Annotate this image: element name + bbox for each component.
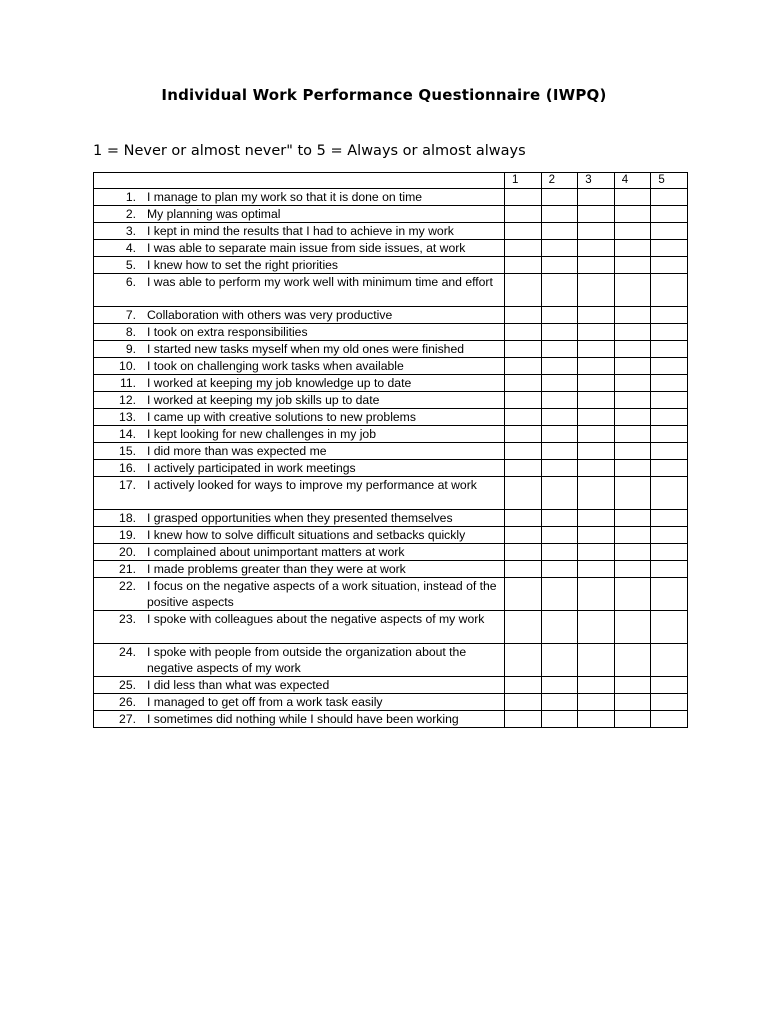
item-number: 12.: [119, 393, 136, 407]
rating-cell-5[interactable]: [651, 409, 688, 426]
rating-cell-5[interactable]: [651, 477, 688, 510]
rating-cell-3[interactable]: [578, 257, 615, 274]
rating-cell-3[interactable]: [578, 694, 615, 711]
rating-cell-3[interactable]: [578, 544, 615, 561]
rating-cell-3[interactable]: [578, 307, 615, 324]
rating-cell-3[interactable]: [578, 274, 615, 307]
table-row: [94, 257, 688, 274]
item-header-cell: [94, 173, 505, 189]
item-cell: [94, 611, 505, 644]
item-cell: [94, 274, 505, 307]
rating-cell-2[interactable]: [541, 477, 578, 510]
rating-cell-5[interactable]: [651, 274, 688, 307]
table-row: [94, 206, 688, 223]
item-cell: [94, 189, 505, 206]
rating-cell-3[interactable]: [578, 677, 615, 694]
item-text: I actively participated in work meetings: [147, 461, 356, 475]
table-row: [94, 443, 688, 460]
rating-cell-4[interactable]: [614, 544, 651, 561]
rating-cell-5[interactable]: [651, 375, 688, 392]
item-number: 2.: [125, 207, 136, 221]
rating-header-4: 4: [614, 173, 651, 189]
table-row: [94, 477, 688, 510]
table-row: [94, 611, 688, 644]
rating-cell-2[interactable]: [541, 460, 578, 477]
item-number: 13.: [119, 410, 136, 424]
table-row: [94, 392, 688, 409]
item-text: I took on extra responsibilities: [147, 325, 308, 339]
rating-cell-2[interactable]: [541, 392, 578, 409]
rating-cell-5[interactable]: [651, 307, 688, 324]
table-row: [94, 644, 688, 677]
table-row: [94, 189, 688, 206]
rating-cell-4[interactable]: [614, 644, 651, 677]
item-number: 8.: [125, 325, 136, 339]
item-text: I grasped opportunities when they presented themselves: [147, 511, 453, 525]
rating-cell-4[interactable]: [614, 189, 651, 206]
item-number: 5.: [125, 258, 136, 272]
item-text: I knew how to solve difficult situations and setbacks quickly: [147, 528, 466, 542]
rating-cell-4[interactable]: [614, 711, 651, 728]
rating-cell-1[interactable]: [505, 341, 542, 358]
rating-cell-3[interactable]: [578, 561, 615, 578]
rating-cell-1[interactable]: [505, 611, 542, 644]
item-text: I started new tasks myself when my old ones were finished: [147, 342, 465, 356]
rating-cell-4[interactable]: [614, 561, 651, 578]
rating-cell-1[interactable]: [505, 544, 542, 561]
item-cell: [94, 644, 505, 677]
item-cell: [94, 392, 505, 409]
table-row: [94, 240, 688, 257]
table-row: [94, 324, 688, 341]
rating-cell-5[interactable]: [651, 578, 688, 611]
rating-cell-4[interactable]: [614, 307, 651, 324]
table-row: [94, 409, 688, 426]
rating-cell-5[interactable]: [651, 189, 688, 206]
item-text: I focus on the negative aspects of a work situation, instead of the positive aspects: [147, 579, 497, 609]
rating-header-1: 1: [505, 173, 542, 189]
rating-cell-1[interactable]: [505, 561, 542, 578]
rating-cell-5[interactable]: [651, 240, 688, 257]
item-text: I worked at keeping my job skills up to date: [147, 393, 380, 407]
rating-cell-5[interactable]: [651, 677, 688, 694]
rating-cell-5[interactable]: [651, 223, 688, 240]
rating-cell-2[interactable]: [541, 409, 578, 426]
rating-cell-4[interactable]: [614, 611, 651, 644]
rating-cell-1[interactable]: [505, 206, 542, 223]
item-number: 22.: [119, 579, 136, 593]
rating-cell-1[interactable]: [505, 460, 542, 477]
rating-cell-2[interactable]: [541, 544, 578, 561]
item-text: I made problems greater than they were at work: [147, 562, 406, 576]
item-number: 20.: [119, 545, 136, 559]
item-cell: [94, 460, 505, 477]
rating-cell-4[interactable]: [614, 206, 651, 223]
table-row: [94, 694, 688, 711]
item-cell: [94, 426, 505, 443]
rating-cell-1[interactable]: [505, 443, 542, 460]
item-number: 19.: [119, 528, 136, 542]
item-number: 7.: [125, 308, 136, 322]
item-cell: [94, 358, 505, 375]
rating-cell-3[interactable]: [578, 240, 615, 257]
rating-cell-5[interactable]: [651, 694, 688, 711]
item-number: 26.: [119, 695, 136, 709]
rating-cell-3[interactable]: [578, 611, 615, 644]
item-cell: [94, 711, 505, 728]
rating-cell-5[interactable]: [651, 324, 688, 341]
item-cell: [94, 677, 505, 694]
rating-cell-1[interactable]: [505, 426, 542, 443]
rating-cell-5[interactable]: [651, 544, 688, 561]
table-row: [94, 426, 688, 443]
item-number: 9.: [125, 342, 136, 356]
rating-cell-5[interactable]: [651, 426, 688, 443]
rating-cell-1[interactable]: [505, 578, 542, 611]
item-number: 18.: [119, 511, 136, 525]
item-text: I actively looked for ways to improve my performance at work: [147, 478, 477, 492]
item-text: I kept looking for new challenges in my job: [147, 427, 376, 441]
rating-cell-4[interactable]: [614, 240, 651, 257]
rating-cell-4[interactable]: [614, 324, 651, 341]
item-number: 23.: [119, 612, 136, 626]
rating-cell-1[interactable]: [505, 324, 542, 341]
table-row: [94, 561, 688, 578]
rating-cell-4[interactable]: [614, 460, 651, 477]
item-cell: [94, 206, 505, 223]
item-cell: [94, 409, 505, 426]
rating-cell-2[interactable]: [541, 375, 578, 392]
rating-cell-1[interactable]: [505, 527, 542, 544]
rating-cell-4[interactable]: [614, 223, 651, 240]
rating-cell-3[interactable]: [578, 477, 615, 510]
rating-cell-3[interactable]: [578, 644, 615, 677]
rating-cell-1[interactable]: [505, 477, 542, 510]
rating-cell-2[interactable]: [541, 677, 578, 694]
rating-cell-4[interactable]: [614, 392, 651, 409]
rating-cell-1[interactable]: [505, 711, 542, 728]
rating-cell-3[interactable]: [578, 358, 615, 375]
item-number: 17.: [119, 478, 136, 492]
item-number: 4.: [125, 241, 136, 255]
rating-cell-3[interactable]: [578, 510, 615, 527]
rating-cell-5[interactable]: [651, 527, 688, 544]
rating-cell-2[interactable]: [541, 611, 578, 644]
rating-cell-3[interactable]: [578, 324, 615, 341]
rating-scale-description: 1 = Never or almost never" to 5 = Always or almost always: [93, 143, 526, 159]
item-text: I sometimes did nothing while I should have been working: [147, 712, 459, 726]
rating-cell-5[interactable]: [651, 611, 688, 644]
rating-cell-4[interactable]: [614, 257, 651, 274]
item-text: I complained about unimportant matters at work: [147, 545, 405, 559]
rating-cell-1[interactable]: [505, 189, 542, 206]
rating-cell-2[interactable]: [541, 206, 578, 223]
table-row: [94, 358, 688, 375]
document-title: Individual Work Performance Questionnaire (IWPQ): [161, 86, 607, 104]
item-cell: [94, 307, 505, 324]
rating-cell-1[interactable]: [505, 223, 542, 240]
rating-cell-2[interactable]: [541, 240, 578, 257]
item-text: I came up with creative solutions to new problems: [147, 410, 416, 424]
rating-cell-5[interactable]: [651, 257, 688, 274]
item-text: I was able to separate main issue from side issues, at work: [147, 241, 466, 255]
rating-cell-2[interactable]: [541, 426, 578, 443]
item-text: I managed to get off from a work task easily: [147, 695, 383, 709]
item-cell: [94, 561, 505, 578]
rating-cell-1[interactable]: [505, 409, 542, 426]
rating-cell-4[interactable]: [614, 375, 651, 392]
item-number: 10.: [119, 359, 136, 373]
item-number: 6.: [125, 275, 136, 289]
rating-cell-2[interactable]: [541, 324, 578, 341]
table-header-row: [94, 173, 688, 189]
item-cell: [94, 223, 505, 240]
rating-cell-2[interactable]: [541, 358, 578, 375]
rating-cell-5[interactable]: [651, 443, 688, 460]
rating-cell-5[interactable]: [651, 644, 688, 677]
rating-cell-1[interactable]: [505, 375, 542, 392]
rating-cell-2[interactable]: [541, 307, 578, 324]
rating-cell-3[interactable]: [578, 341, 615, 358]
table-row: [94, 341, 688, 358]
item-cell: [94, 544, 505, 561]
item-cell: [94, 578, 505, 611]
table-row: [94, 223, 688, 240]
rating-cell-5[interactable]: [651, 358, 688, 375]
item-number: 27.: [119, 712, 136, 726]
rating-cell-2[interactable]: [541, 274, 578, 307]
item-text: I took on challenging work tasks when available: [147, 359, 404, 373]
rating-cell-4[interactable]: [614, 443, 651, 460]
rating-cell-1[interactable]: [505, 240, 542, 257]
questionnaire-table: [93, 172, 688, 728]
rating-cell-4[interactable]: [614, 677, 651, 694]
rating-cell-5[interactable]: [651, 510, 688, 527]
rating-cell-4[interactable]: [614, 341, 651, 358]
rating-cell-2[interactable]: [541, 189, 578, 206]
table-row: [94, 274, 688, 307]
rating-cell-2[interactable]: [541, 644, 578, 677]
rating-cell-2[interactable]: [541, 223, 578, 240]
rating-cell-3[interactable]: [578, 527, 615, 544]
table-row: [94, 544, 688, 561]
rating-cell-3[interactable]: [578, 711, 615, 728]
item-text: I was able to perform my work well with minimum time and effort: [147, 275, 493, 289]
rating-cell-4[interactable]: [614, 510, 651, 527]
rating-cell-1[interactable]: [505, 257, 542, 274]
rating-cell-4[interactable]: [614, 477, 651, 510]
item-cell: [94, 375, 505, 392]
item-number: 21.: [119, 562, 136, 576]
table-row: [94, 677, 688, 694]
item-text: I knew how to set the right priorities: [147, 258, 339, 272]
rating-cell-2[interactable]: [541, 510, 578, 527]
item-cell: [94, 240, 505, 257]
rating-cell-3[interactable]: [578, 206, 615, 223]
item-text: My planning was optimal: [147, 207, 281, 221]
item-text: I did more than was expected me: [147, 444, 327, 458]
rating-cell-3[interactable]: [578, 223, 615, 240]
rating-cell-4[interactable]: [614, 527, 651, 544]
rating-cell-2[interactable]: [541, 711, 578, 728]
rating-cell-2[interactable]: [541, 578, 578, 611]
rating-cell-3[interactable]: [578, 189, 615, 206]
item-number: 16.: [119, 461, 136, 475]
item-number: 1.: [125, 190, 136, 204]
rating-cell-1[interactable]: [505, 307, 542, 324]
rating-cell-5[interactable]: [651, 561, 688, 578]
rating-cell-2[interactable]: [541, 443, 578, 460]
item-cell: [94, 341, 505, 358]
item-number: 3.: [125, 224, 136, 238]
rating-cell-2[interactable]: [541, 257, 578, 274]
rating-cell-3[interactable]: [578, 409, 615, 426]
item-number: 25.: [119, 678, 136, 692]
rating-cell-1[interactable]: [505, 694, 542, 711]
rating-cell-5[interactable]: [651, 206, 688, 223]
item-cell: [94, 257, 505, 274]
item-text: I spoke with colleagues about the negative aspects of my work: [147, 612, 485, 626]
rating-cell-3[interactable]: [578, 443, 615, 460]
rating-cell-2[interactable]: [541, 561, 578, 578]
rating-cell-3[interactable]: [578, 578, 615, 611]
rating-header-5: 5: [651, 173, 688, 189]
rating-header-3: 3: [578, 173, 615, 189]
rating-cell-4[interactable]: [614, 578, 651, 611]
rating-cell-5[interactable]: [651, 711, 688, 728]
item-number: 14.: [119, 427, 136, 441]
table-row: [94, 711, 688, 728]
rating-cell-4[interactable]: [614, 274, 651, 307]
rating-cell-5[interactable]: [651, 392, 688, 409]
item-number: 24.: [119, 645, 136, 659]
rating-cell-2[interactable]: [541, 341, 578, 358]
rating-cell-5[interactable]: [651, 460, 688, 477]
item-cell: [94, 324, 505, 341]
rating-cell-5[interactable]: [651, 341, 688, 358]
table-row: [94, 527, 688, 544]
item-text: I worked at keeping my job knowledge up to date: [147, 376, 412, 390]
item-text: I kept in mind the results that I had to achieve in my work: [147, 224, 454, 238]
rating-cell-4[interactable]: [614, 426, 651, 443]
rating-cell-3[interactable]: [578, 460, 615, 477]
item-cell: [94, 477, 505, 510]
table-row: [94, 460, 688, 477]
rating-cell-1[interactable]: [505, 274, 542, 307]
item-text: Collaboration with others was very productive: [147, 308, 393, 322]
item-cell: [94, 510, 505, 527]
rating-cell-4[interactable]: [614, 694, 651, 711]
rating-cell-3[interactable]: [578, 426, 615, 443]
item-cell: [94, 443, 505, 460]
rating-header-2: 2: [541, 173, 578, 189]
rating-cell-1[interactable]: [505, 677, 542, 694]
item-cell: [94, 694, 505, 711]
table-row: [94, 578, 688, 611]
item-text: I manage to plan my work so that it is done on time: [147, 190, 423, 204]
rating-cell-4[interactable]: [614, 409, 651, 426]
rating-cell-1[interactable]: [505, 358, 542, 375]
rating-cell-1[interactable]: [505, 510, 542, 527]
rating-cell-3[interactable]: [578, 392, 615, 409]
rating-cell-1[interactable]: [505, 392, 542, 409]
table-row: [94, 375, 688, 392]
rating-cell-3[interactable]: [578, 375, 615, 392]
item-cell: [94, 527, 505, 544]
item-text: I spoke with people from outside the organization about the negative aspects of my work: [147, 645, 467, 675]
table-row: [94, 307, 688, 324]
item-number: 15.: [119, 444, 136, 458]
item-number: 11.: [119, 376, 136, 390]
rating-cell-2[interactable]: [541, 694, 578, 711]
item-text: I did less than what was expected: [147, 678, 330, 692]
rating-cell-1[interactable]: [505, 644, 542, 677]
table-row: [94, 510, 688, 527]
rating-cell-4[interactable]: [614, 358, 651, 375]
rating-cell-2[interactable]: [541, 527, 578, 544]
